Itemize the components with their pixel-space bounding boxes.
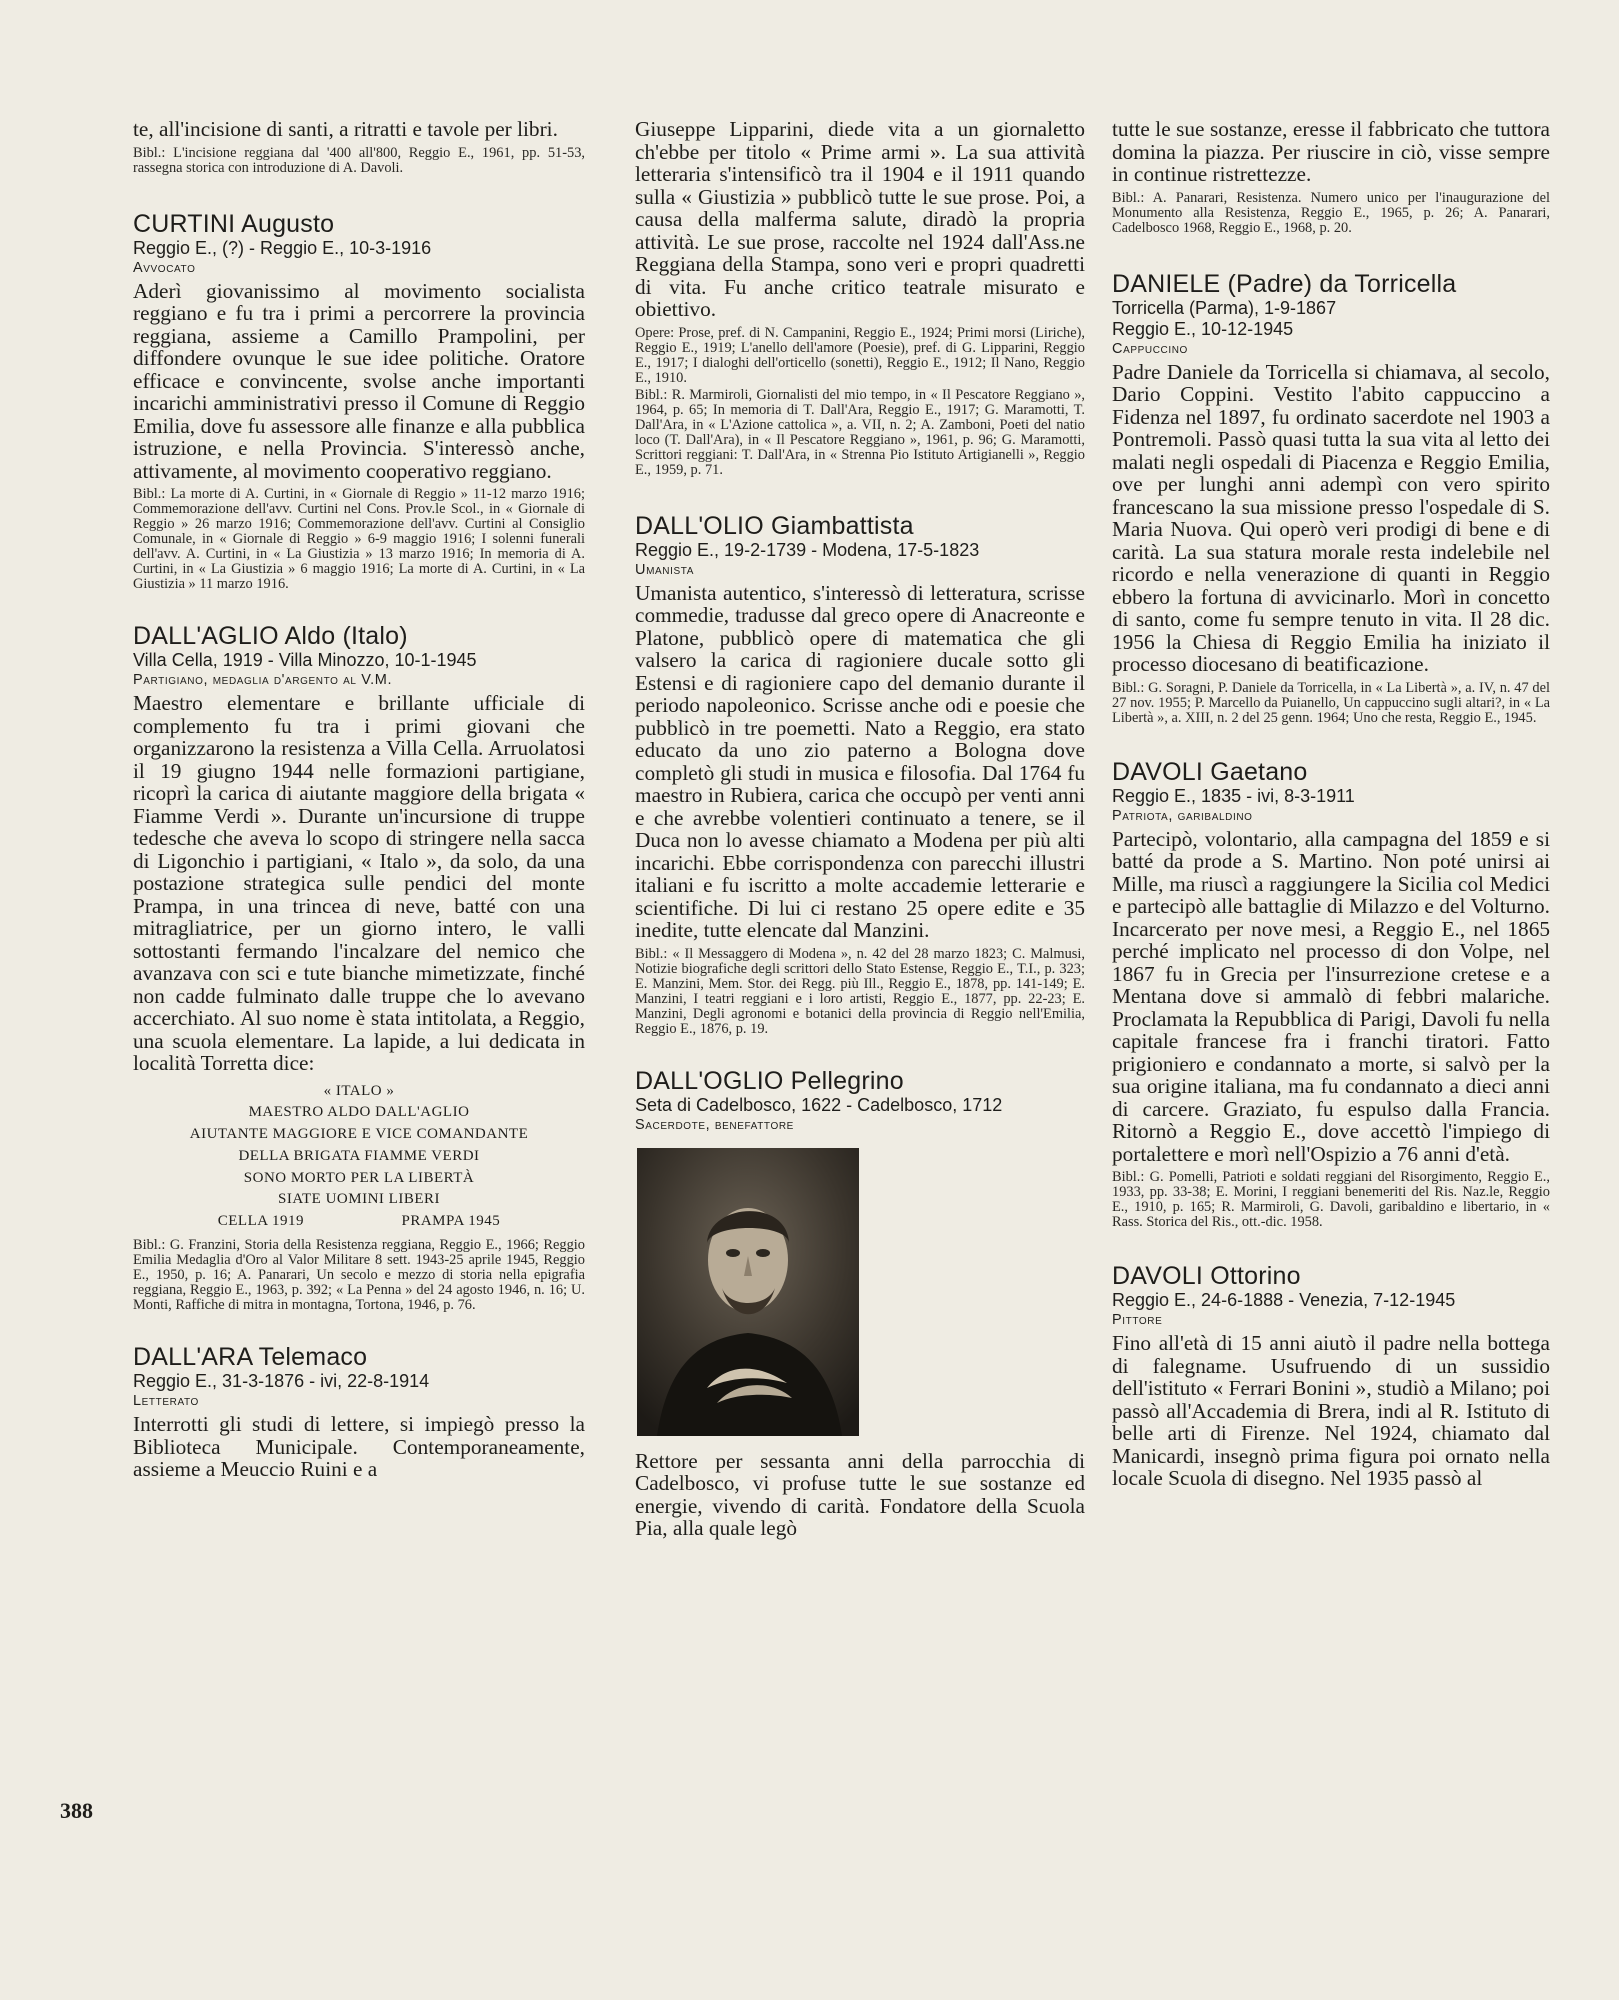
bibliography: Bibl.: R. Marmiroli, Giornalisti del mio tempo, in « Il Pescatore Reggiano », 1964, p. 65; In memoria di T. Dall'Ara, Reggio E., 1917; G. Maramotti, T. Dall'Ara, in « L'Azione cattolica », a. VII, n. 2; A. Zamboni, Poeti del natio loco (T. Dall'Ara), in « Il Pescatore Reggiano », 1961, p. 96; G. Maramotti, Scrittori reggiani: T. Dall'Ara, in « Strenna Pio Istituto Artigianelli », Reggio E., 1959, p. 71.	[635, 386, 1085, 478]
entry-dalloglio	[635, 1067, 1085, 1540]
entry-name: DALL'OLIO Giambattista	[635, 511, 914, 540]
continued-text: te, all'incisione di santi, a ritratti e tavole per libri.	[133, 117, 558, 141]
entry-role: Sacerdote, benefattore	[635, 1116, 794, 1133]
entry-davoli-ottorino	[1112, 1262, 1550, 1490]
bibliography: Bibl.: La morte di A. Curtini, in « Giornale di Reggio » 11-12 marzo 1916; Commemorazione dell'avv. Curtini nel Cons. Prov.le Scol., in « Giornale di Reggio » 26 marzo 1916; Commemorazione dell'avv. Curtini al Consiglio Comunale, in « Giornale di Reggio » 6-9 maggio 1916; I solenni funerali dell'avv. A. Curtini, in « La Giustizia » 13 marzo 1916; In memoria di A. Curtini, in « La Giustizia » 6 maggio 1916; La morte di A. Curtini, in « La Giustizia » 11 marzo 1916.	[133, 486, 585, 592]
continued-text: tutte le sue sostanze, eresse il fabbricato che tuttora domina la piazza. Per riuscire in ciò, visse sempre in continue ristrettezze.	[1112, 117, 1550, 186]
entry-text: Maestro elementare e brillante ufficiale di complemento fu tra i primi giovani che organizzarono la resistenza a Villa Cella. Arruolatosi il 19 giugno 1944 nelle formazioni partigiane, ricoprì la carica di aiutante maggiore della brigata « Fiamme Verdi ». Durante un'incursione di truppe tedesche che aveva lo scopo di stringere nella sacca di Ligonchio i partigiani, « Italo », da solo, da una postazione strategica sulle pendici del monte Prampa, in una trincea di neve, batté con una mitragliatrice, per un giorno intero, le valli sottostanti fermando l'incalzare del nemico che avanzava con sci e tute bianche mimetizzate, finché non cadde fulminato dalle truppe che lo avevano accerchiato. Al suo nome è stata intitolata, a Reggio, una scuola elementare. La lapide, a lui dedicata in località Torretta dice:	[133, 691, 585, 1075]
entry-dates: Reggio E., 24-6-1888 - Venezia, 7-12-1945	[1112, 1290, 1456, 1310]
entry-curtini	[133, 210, 585, 593]
bibliography: Bibl.: A. Panarari, Resistenza. Numero unico per l'inaugurazione del Monumento alla Resistenza, Reggio E., 1965, p. 26; A. Panarari, Cadelbosco 1968, Reggio E., 1968, p. 20.	[1112, 189, 1550, 236]
entry-role: Cappuccino	[1112, 340, 1188, 357]
entry-dallara	[133, 1343, 585, 1481]
entry-dates: Seta di Cadelbosco, 1622 - Cadelbosco, 1712	[635, 1094, 1003, 1115]
entry-text: Rettore per sessanta anni della parrocchia di Cadelbosco, vi profuse tutte le sue sostanze ed energie, vivendo di carità. Fondatore della Scuola Pia, alla quale legò	[635, 1448, 1085, 1540]
entry-name: DALL'ARA Telemaco	[133, 1343, 368, 1372]
entry-text: Aderì giovanissimo al movimento socialista reggiano e fu tra i primi a percorrere la provincia reggiana, assieme a Camillo Prampolini, per diffondere ovunque le sue idee politiche. Oratore efficace e convincente, svolse anche importanti incarichi amministrativi presso il Comune di Reggio Emilia, dove fu assessore alle finanze e alla pubblica istruzione, e nella Provincia. S'interessò anche, attivamente, al movimento cooperativo reggiano.	[133, 278, 585, 483]
entry-text: Padre Daniele da Torricella si chiamava, al secolo, Dario Coppini. Vestito l'abito cappuccino a Fidenza nel 1897, fu ordinato sacerdote nel 1903 a Pontremoli. Passò quasi tutta la sua vita al letto dei malati negli ospedali di Piacenza e Reggio Emilia, ove per lunghi anni adempì con vero spirito francescano la sua missione presso l'ospedale di S. Maria Nuova. Qui operò veri prodigi di bene e di carità. La sua statura morale resta indelebile nel ricordo e nella venerazione di quanti in Reggio ebbero la fortuna di avvicinarlo. Morì in concetto di santo, come fu sempre tenuto in vita. Il 28 dic. 1956 la Chiesa di Reggio Emilia ha iniziato il processo diocesano di beatificazione.	[1112, 359, 1550, 676]
entry-dallaglio	[133, 622, 585, 1313]
continued-text: Giuseppe Lipparini, diede vita a un giornaletto ch'ebbe per titolo « Prime armi ». La sua attività letteraria s'intensificò tra il 1904 e il 1911 quando sulla « Giustizia » pubblicò tutte le sue prose. Poi, a causa della malferma salute, diradò la propria attività. Le sue prose, raccolte nel 1924 dall'Ass.ne Reggiana della Stampa, sono veri e propri quadretti di vita. Fu anche critico teatrale misurato e obiettivo.	[635, 117, 1085, 321]
entry-dates-death: Reggio E., 10-12-1945	[1112, 318, 1294, 339]
entry-dates: Reggio E., 31-3-1876 - ivi, 22-8-1914	[133, 1371, 430, 1392]
entry-dates: Torricella (Parma), 1-9-1867	[1112, 297, 1337, 318]
inscription-left: CELLA 1919	[217, 1213, 304, 1230]
entry-daniele	[1112, 270, 1550, 726]
bibliography: Bibl.: L'incisione reggiana dal '400 all'800, Reggio E., 1961, pp. 51-53, rassegna storica con introduzione di A. Davoli.	[133, 144, 585, 176]
entry-dates: Villa Cella, 1919 - Villa Minozzo, 10-1-1945	[133, 650, 477, 670]
entry-role: Letterato	[133, 1393, 199, 1410]
column-2	[635, 118, 1085, 1540]
inscription-line: DELLA BRIGATA FIAMME VERDI	[238, 1147, 480, 1164]
entry-dates: Reggio E., 1835 - ivi, 8-3-1911	[1112, 785, 1355, 806]
inscription-line: MAESTRO ALDO DALL'AGLIO	[248, 1104, 470, 1121]
entry-name: DAVOLI Gaetano	[1112, 757, 1308, 786]
portrait-image	[637, 1148, 859, 1436]
entry-text: Fino all'età di 15 anni aiutò il padre nella bottega di falegname. Usufruendo di un sussidio dell'istituto « Ferrari Bonini », studiò a Milano; poi passò all'Accademia di Brera, indi al R. Istituto di belle arti di Firenze. Nel 1924, chiamato dal Manicardi, insegnò prima figura poi ornato nella locale Scuola di disegno. Nel 1935 passò al	[1112, 1331, 1550, 1490]
entry-text: Umanista autentico, s'interessò di letteratura, scrisse commedie, tradusse dal greco opere di Anacreonte e Platone, pubblicò opere di matematica che gli valsero la carica di ragioniere ducale sotto gli Estensi e di ragioniere capo del demanio durante il periodo napoleonico. Scrisse anche odi e poesie che pubblicò in tre poemetti. Nato a Reggio, era stato educato da uno zio paterno a Bologna dove completò gli studi in musica e filosofia. Dal 1764 fu maestro in Rubiera, carica che occupò per venti anni e che avrebbe volentieri continuato a tenere, se il Duca non lo avesse chiamato a Modena per più alti incarichi. Ebbe corrispondenza con parecchi illustri italiani e fu iscritto a molte accademie letterarie e scientifiche. Di lui ci restano 25 opere edite e 35 inedite, tutte elencate dal Manzini.	[635, 580, 1085, 942]
memorial-inscription	[133, 1081, 585, 1234]
entry-role: Patriota, garibaldino	[1112, 807, 1253, 824]
inscription-footer	[133, 1211, 585, 1233]
entry-name: DAVOLI Ottorino	[1112, 1262, 1301, 1290]
inscription-line: « ITALO »	[323, 1082, 395, 1099]
entry-role: Pittore	[1112, 1312, 1163, 1328]
bibliography: Bibl.: « Il Messaggero di Modena », n. 42 del 28 marzo 1823; C. Malmusi, Notizie biografiche degli scrittori dello Stato Estense, Reggio E., T.I., p. 323; E. Manzini, Mem. Stor. dei Regg. più Ill., Reggio E., 1878, pp. 141-149; E. Manzini, I teatri reggiani e i loro artisti, Reggio E., 1877, pp. 22-23; E. Manzini, Degli agronomi e botanici della provincia di Reggio nell'Emilia, Reggio E., 1876, p. 19.	[635, 945, 1085, 1037]
entry-dates: Reggio E., (?) - Reggio E., 10-3-1916	[133, 237, 432, 258]
entry-name: CURTINI Augusto	[133, 209, 335, 238]
entry-role: Avvocato	[133, 259, 196, 276]
bibliography: Bibl.: G. Franzini, Storia della Resistenza reggiana, Reggio E., 1966; Reggio Emilia Medaglia d'Oro al Valor Militare 8 sett. 1943-25 aprile 1945, Reggio E., 1950, p. 16; A. Panarari, Un secolo e mezzo di storia nella epigrafia reggiana, Reggio E., 1963, p. 392; « La Penna » del 24 agosto 1946, n. 16; U. Monti, Raffiche di mitra in montagna, Tortona, 1946, p. 76.	[133, 1237, 585, 1314]
entry-name: DALL'OGLIO Pellegrino	[635, 1066, 904, 1095]
works-list: Opere: Prose, pref. di N. Campanini, Reggio E., 1924; Primi morsi (Liriche), Reggio E., 1919; L'anello dell'amore (Poesie), pref. di G. Lipparini, Reggio E., 1917; I dialoghi dell'orticello (sonetti), Reggio E., 1912; Il Nano, Reggio E., 1910.	[635, 324, 1085, 386]
page-number: 388	[60, 1798, 93, 1823]
bibliography: Bibl.: G. Soragni, P. Daniele da Torricella, in « La Libertà », a. IV, n. 47 del 27 nov. 1955; P. Marcello da Puianello, Un cappuccino sugli altari?, in « La Libertà », a. XIII, n. 2 del 25 genn. 1964; Uno che resta, Reggio E., 1945.	[1112, 679, 1550, 726]
entry-role: Partigiano, medaglia d'argento al V.M.	[133, 672, 393, 688]
inscription-line: AIUTANTE MAGGIORE E VICE COMANDANTE	[189, 1126, 529, 1143]
entry-name: DALL'AGLIO Aldo (Italo)	[133, 622, 408, 650]
portrait-illustration	[637, 1148, 859, 1436]
column-3	[1112, 118, 1550, 1490]
entry-text: Partecipò, volontario, alla campagna del 1859 e si batté da prode a S. Martino. Non poté unirsi ai Mille, ma riuscì a raggiungere la Sicilia col Medici e partecipò alle battaglie di Milazzo e del Volturno. Incarcerato per nove mesi, a Reggio E., nel 1865 perché implicato nel processo di don Volpe, nel 1867 fu in Grecia per l'insurrezione cretese e a Mentana dove si ammalò di febbri malariche. Proclamata la Repubblica di Parigi, Davoli fu nella capitale francese fra i franchi tiratori. Fatto prigioniero e condannato a morte, si salvò per la sua origine italiana, ma fu condannato a dieci anni di carcere. Graziato, fu espulso dalla Francia. Ritornò a Reggio E., dove accettò l'impiego di portalettere e morì nell'Ospizio a 76 anni d'età.	[1112, 826, 1550, 1166]
bibliography: Bibl.: G. Pomelli, Patrioti e soldati reggiani del Risorgimento, Reggio E., 1933, pp. 33-38; E. Morini, I reggiani benemeriti del Ris. Naz.le, Reggio E., 1910, p. 165; R. Marmiroli, G. Davoli, garibaldino e libertario, in « Rass. Storica del Ris., ott.-dic. 1958.	[1112, 1169, 1550, 1230]
entry-dates: Reggio E., 19-2-1739 - Modena, 17-5-1823	[635, 539, 980, 560]
column-1	[133, 118, 585, 1481]
inscription-right: PRAMPA 1945	[401, 1213, 501, 1230]
entry-name: DANIELE (Padre) da Torricella	[1112, 269, 1457, 298]
inscription-line: SONO MORTO PER LA LIBERTÀ	[243, 1169, 475, 1186]
entry-role: Umanista	[635, 561, 694, 578]
entry-dallolio	[635, 512, 1085, 1037]
entry-text: Interrotti gli studi di lettere, si impiegò presso la Biblioteca Municipale. Contemporaneamente, assieme a Meuccio Ruini e a	[133, 1412, 585, 1482]
inscription-line: SIATE UOMINI LIBERI	[278, 1191, 440, 1208]
entry-davoli-gaetano	[1112, 758, 1550, 1231]
